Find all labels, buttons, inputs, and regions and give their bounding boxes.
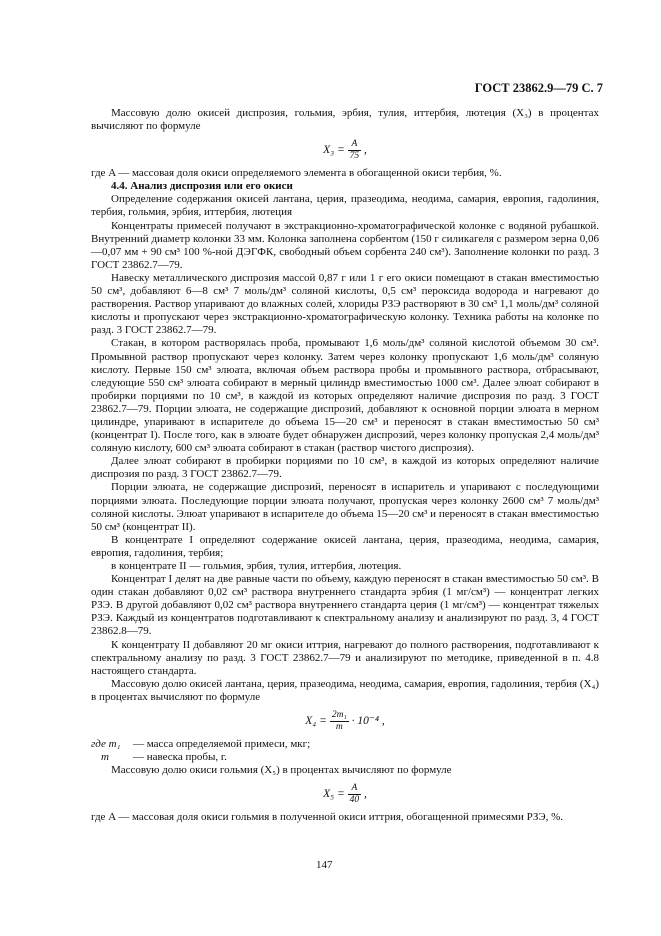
legend-symbol: где m₁: [91, 738, 121, 751]
section-heading: 4.4. Анализ диспрозия или его окиси: [111, 180, 293, 193]
formula-x3: [91, 139, 599, 162]
paragraph: Массовую долю окиси гольмия (X₅) в процентах вычисляют по формуле: [111, 764, 452, 777]
formula-fraction: [330, 710, 349, 733]
fraction-denominator: 40: [349, 795, 360, 806]
paragraph: Навеску металлического диспрозия массой 0,87 г или 1 г его окиси помещают в стакан вместимостью 50 см³, добавляют 6—8 см³ 7 моль/дм³ соляной кислоты, 0,5 см³ пероксида водорода и нагревают до растворения. Раствор упаривают до влажных солей, хлориды РЗЭ растворяют в 30 см³ 1,1 моль/дм³ соляной кислоты и пропускают через экстракционно-хроматографическую колонку. Техника работы на колонке по разд. 3 ГОСТ 23862.7—79.: [91, 271, 599, 337]
page-number: 147: [316, 859, 333, 871]
legend-text: — навеска пробы, г.: [133, 751, 227, 764]
formula-x5: [91, 783, 599, 806]
fraction-numerator: A: [348, 783, 362, 795]
formula-lhs: X₃ =: [323, 144, 345, 157]
paragraph: Далее элюат собирают в пробирки порциями по 10 см³, в каждой из которых определяют наличие диспрозия по разд. 3 ГОСТ 23862.7—79.: [91, 455, 599, 481]
paragraph: Порции элюата, не содержащие диспрозий, переносят в испаритель и упаривают с последующими порциями элюата. Последующие порции элюата получают, пропуская через колонку 2600 см³ 7 моль/дм³ соляной кислоты. Элюат упаривают в испарителе до объема 15—20 см³ и переносят в стакан вместимостью 50 см³ (концентрат II).: [91, 481, 599, 533]
formula-fraction: [348, 783, 362, 806]
paragraph: Концентраты примесей получают в экстракционно-хроматографической колонке с водяной рубашкой. Внутренний диаметр колонки 33 мм. Колонка заполнена сорбентом (150 г силикагеля с размером зерна 0,06—0,07 мм + 90 см³ 100 %-ной ДЭГФК, свободный объем сорбента 240 см³). Заполнение колонки по разд. 3 ГОСТ 23862.7—79.: [91, 219, 599, 271]
paragraph: где A — массовая доля окиси гольмия в полученной окиси иттрия, обогащенной примесями РЗЭ, %.: [91, 811, 564, 824]
formula-lhs: X₅ =: [323, 788, 345, 801]
formula-tail: · 10⁻⁴ ,: [351, 715, 385, 728]
paragraph: Массовую долю окисей лантана, церия, празеодима, неодима, самария, европия, гадолиния, тербия (X₄) в процентах вычисляют по формуле: [91, 677, 599, 703]
document-body: [91, 107, 599, 824]
paragraph: В концентрате I определяют содержание окисей лантана, церия, празеодима, неодима, самария, европия, гадолиния, тербия;: [91, 533, 599, 559]
paragraph: где A — массовая доля окиси определяемого элемента в обогащенной окиси тербия, %.: [91, 167, 502, 180]
page-header: ГОСТ 23862.9—79 С. 7: [474, 81, 603, 95]
paragraph: Массовую долю окисей диспрозия, гольмия, эрбия, тулия, иттербия, лютеция (X₃) в процентах вычисляют по формуле: [91, 107, 599, 133]
formula-fraction: [348, 139, 362, 162]
paragraph: Стакан, в котором растворялась проба, промывают 1,6 моль/дм³ соляной кислотой объемом 30 см³. Промывной раствор пропускают через колонку. Затем через колонку пропускают 1,6 моль/дм³ соляную кислоту. Первые 150 см³ элюата, включая объем раствора пробы и промывного раствора, отбрасывают, следующие 550 см³ элюата собирают в мерный цилиндр вместимостью 1000 см³. Далее элюат собирают в пробирки порциями по 10 см³, в каждой из которых определяют наличие диспрозия по разд. 3 ГОСТ 23862.7—79. Порции элюата, не содержащие диспрозий, добавляют к основной порции элюата в мерном цилиндре, упаривают в испарителе до объема 15—20 см³ и переносят в стакан вместимостью 50 см³ (концентрат I). После того, как в элюате будет обнаружен диспрозий, через колонку пропуская 2,4 моль/дм³ соляную кислоту, 600 см³ элюата собирают в стакан (раствор чистого диспрозия).: [91, 337, 599, 455]
legend-row: [91, 751, 599, 764]
paragraph: К концентрату II добавляют 20 мг окиси иттрия, нагревают до полного растворения, подготавливают к спектральному анализу по разд. 3 ГОСТ 23862.7—79 и анализируют по методике, приведенной в п. 4.8 настоящего стандарта.: [91, 638, 599, 677]
fraction-denominator: m: [335, 722, 343, 733]
formula-lhs: X₄ =: [305, 715, 327, 728]
formula-tail: ,: [364, 788, 367, 801]
paragraph: Концентрат I делят на две равные части по объему, каждую переносят в стакан вместимостью 50 см³. В один стакан добавляют 0,02 см³ раствора внутреннего стандарта эрбия (1 мг/см³) — концентрат легких РЗЭ. В другой добавляют 0,02 см³ раствора внутреннего стандарта церия (1 мг/см³) — концентрат тяжелых РЗЭ. Каждый из концентратов подготавливают к спектральному анализу и анализируют по разд. 3, 4 ГОСТ 23862.8—79.: [91, 573, 599, 638]
legend-row: [91, 738, 599, 751]
legend-symbol: m: [101, 751, 109, 764]
fraction-denominator: 75: [349, 151, 360, 162]
paragraph: в концентрате II — гольмия, эрбия, тулия, иттербия, лютеция.: [111, 560, 402, 572]
variable-legend: [91, 738, 599, 764]
formula-x4: [91, 710, 599, 733]
fraction-numerator: A: [348, 139, 362, 151]
fraction-numerator: 2m₁: [331, 710, 347, 721]
paragraph: Определение содержания окисей лантана, церия, празеодима, неодима, самария, европия, гадолиния, тербия, гольмия, эрбия, иттербия, лютеция: [91, 193, 599, 219]
legend-text: — масса определяемой примеси, мкг;: [133, 738, 311, 751]
formula-tail: ,: [364, 144, 367, 157]
